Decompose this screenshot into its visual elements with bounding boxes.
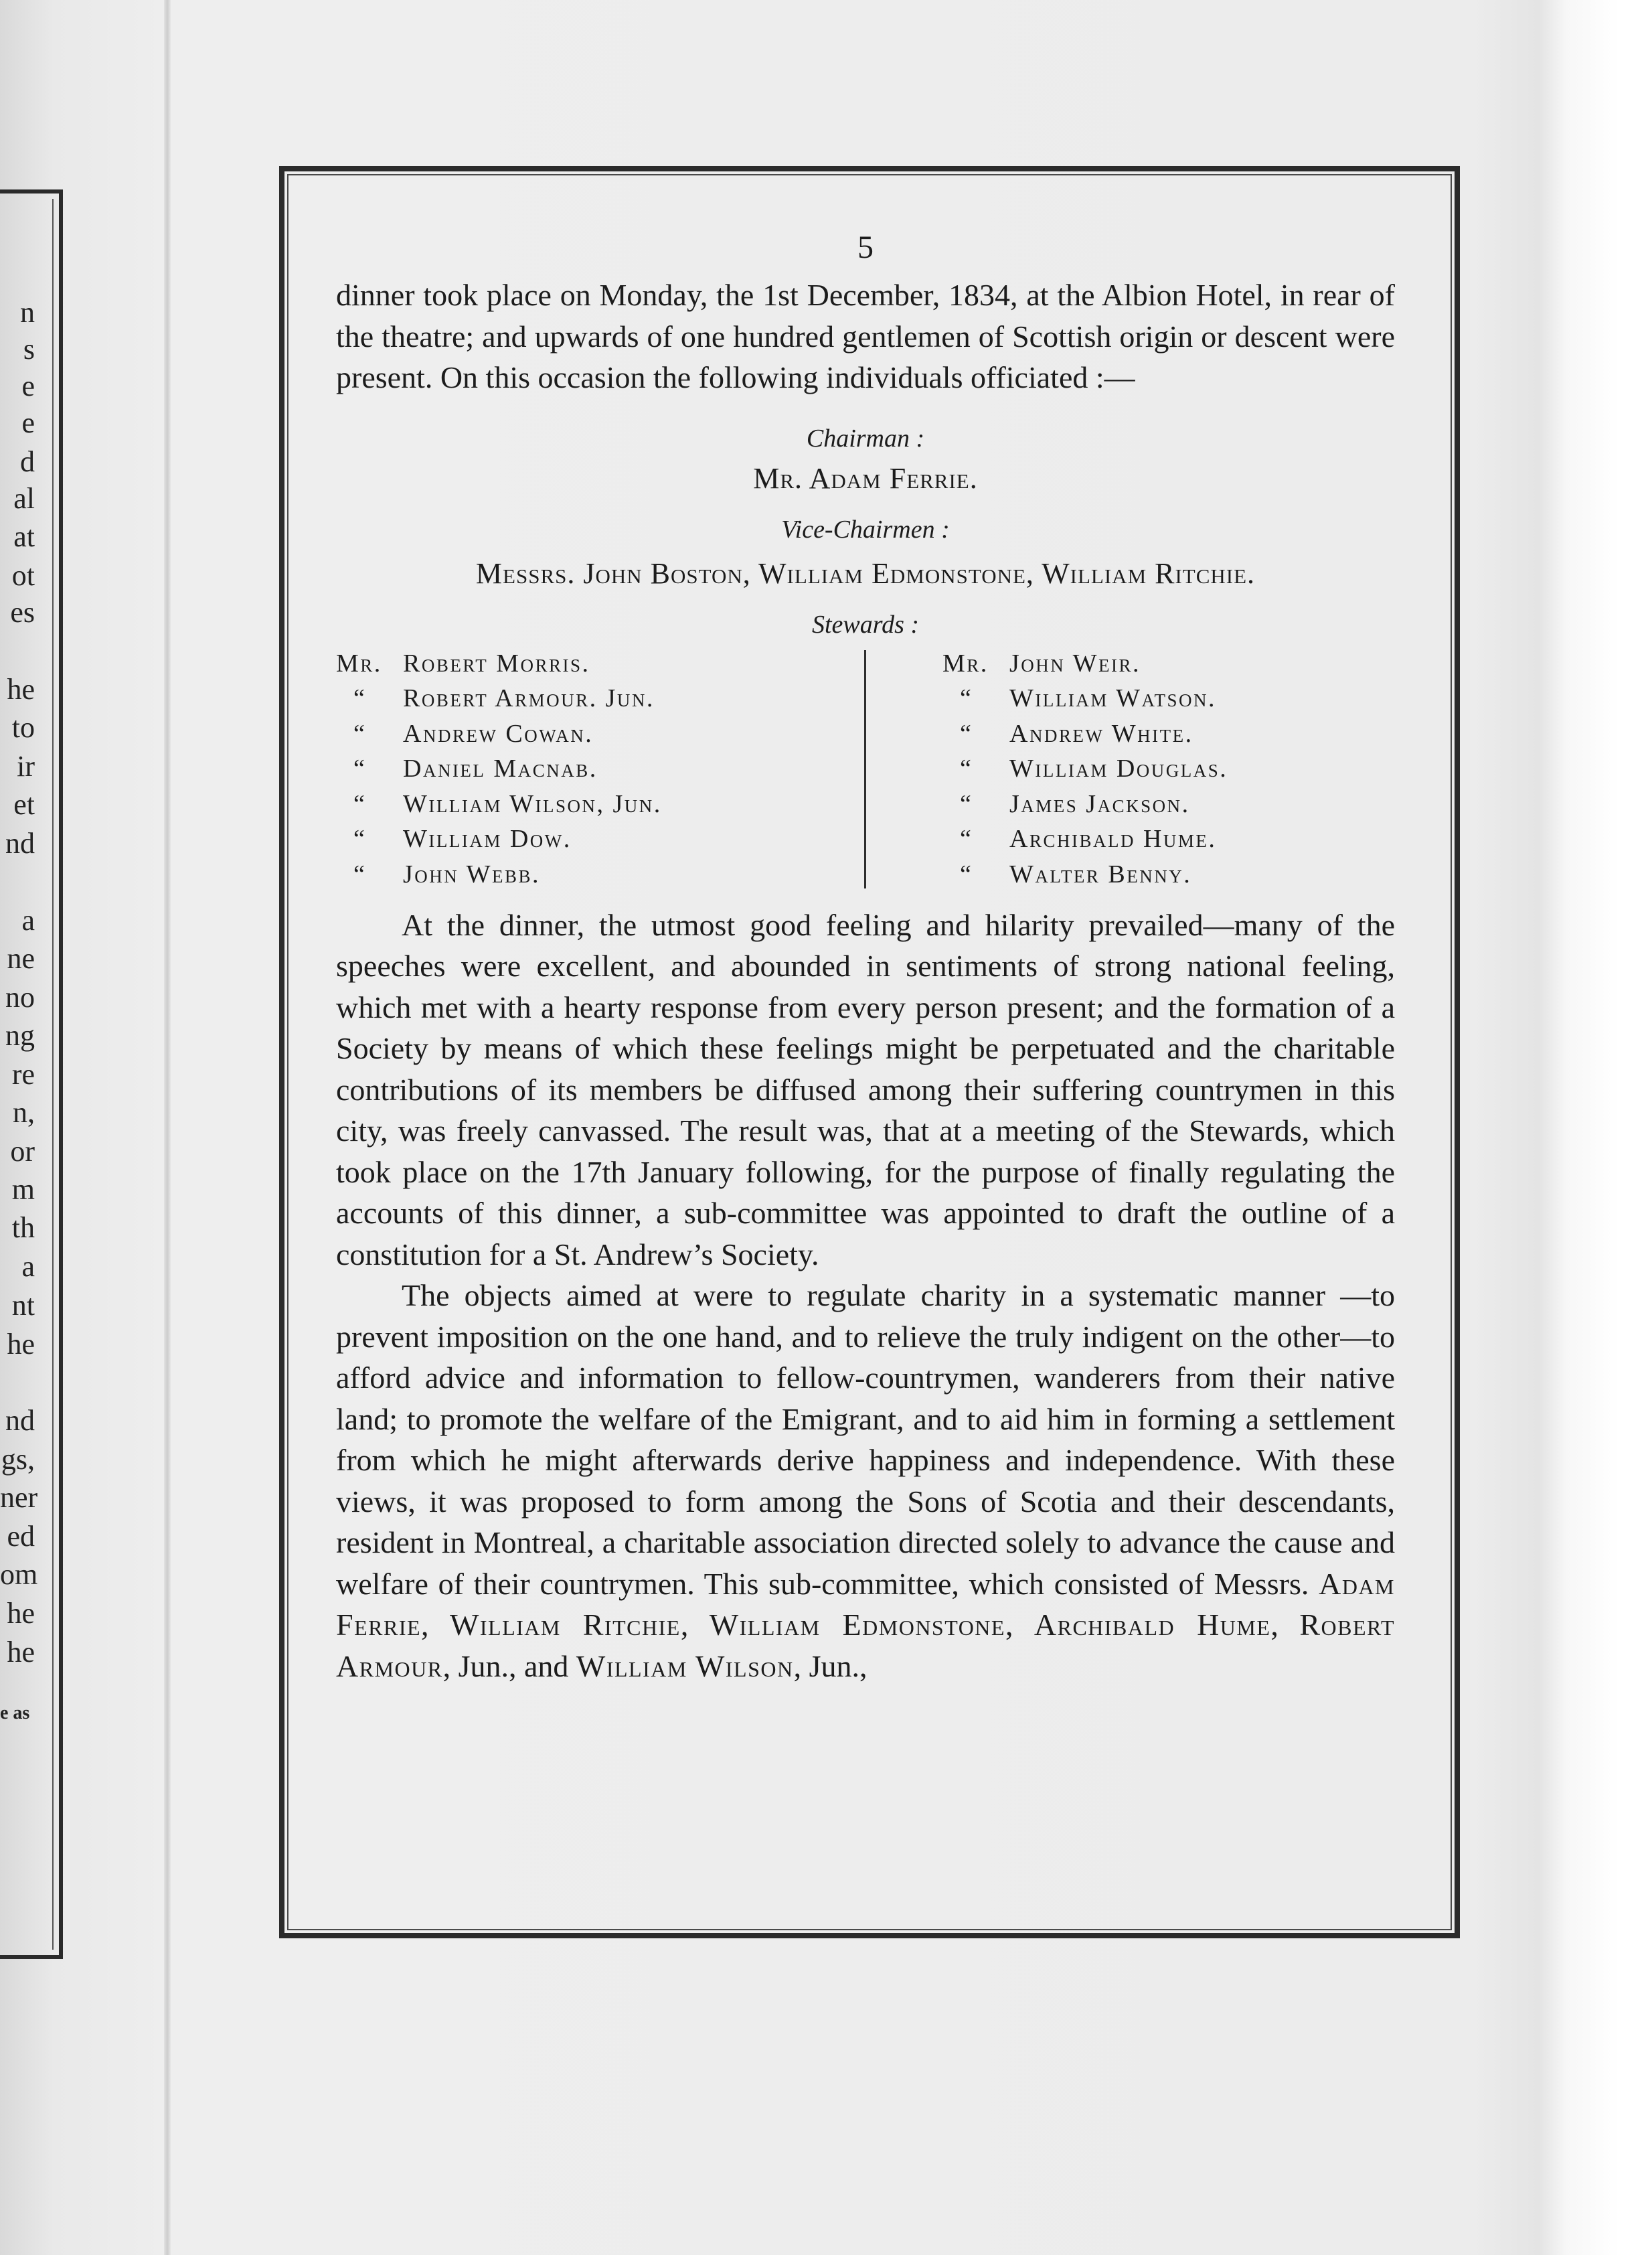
ditto-mark: “ [353,825,367,854]
steward-row-left [336,681,858,716]
vice-chairmen-names: Messrs. John Boston, William Edmonstone, William Ritchie. [475,556,1256,590]
facing-page-fragment: no [5,981,35,1014]
steward-row-left [336,751,858,787]
facing-page-fragment: nd [5,1404,35,1437]
facing-page-fragment: e [21,370,35,402]
committee-member-name: William Ritchie [449,1608,681,1642]
steward-row-right [942,787,1371,822]
vice-chairmen-heading: Vice-Chairmen : [781,515,950,544]
ditto-mark: “ [353,684,367,713]
stewards-column-divider [864,650,866,888]
ditto-mark: “ [960,684,973,713]
steward-title: Mr. [336,649,382,678]
intro-paragraph: dinner took place on Monday, the 1st December, 1834, at the Albion Hotel, in rear of the theatre; and upwards of one hundred gentlemen of Scottish origin or descent were present. On this occasion the following individuals officiated :— [336,278,1395,394]
chairman-name: Mr. Adam Ferrie. [753,461,978,495]
facing-page-fragment: ng [5,1019,35,1052]
steward-row-right [942,857,1371,892]
committee-separator: , Jun., [793,1648,868,1683]
facing-page-fragment: al [13,482,35,515]
committee-separator: , Jun., and [442,1648,576,1683]
ditto-mark: “ [960,789,973,818]
stewards-right-column [942,646,1371,892]
facing-page-fragment: a [21,1250,35,1283]
steward-name: Walter Benny. [1009,860,1192,889]
objects-paragraph [336,1275,1395,1687]
facing-page-fragment: ner [0,1481,38,1514]
steward-name: William Watson. [1009,684,1217,713]
steward-name: William Dow. [403,825,572,854]
committee-member-name: Adam Ferrie [336,1566,1396,1642]
facing-page-fragment: gs, [1,1443,35,1476]
facing-page-fragment: he [7,1597,35,1630]
steward-name: John Webb. [403,860,540,889]
steward-name: Archibald Hume. [1009,825,1217,854]
committee-separator: , [1005,1608,1034,1642]
ditto-mark: “ [960,825,973,854]
steward-name: Andrew Cowan. [403,719,594,748]
book-gutter-shadow [164,0,171,2255]
facing-page-fragment: s [23,333,35,366]
page-number: 5 [857,230,874,265]
facing-page-fragment: or [10,1135,35,1168]
steward-row-right [942,646,1371,682]
facing-page-fragment: he [7,1328,35,1360]
steward-row-right [942,681,1371,716]
steward-name: Daniel Macnab. [403,755,598,783]
ditto-mark: “ [353,789,367,818]
committee-separator: , [1270,1608,1300,1642]
facing-page-fragment: nd [5,827,35,860]
facing-page-fragment: om [0,1558,38,1591]
steward-name: Andrew White. [1009,719,1193,748]
facing-page-fragment: re [11,1058,35,1091]
dinner-paragraph: At the dinner, the utmost good feeling and hilarity prevailed—many of the speeches were excellent, and abounded in sentiments of strong national feeling, which met with a hearty response from every person present; and the formation of a Society by means of which these feelings might be perpetuated and the charitable contributions of its members be diffused among their suffering countrymen in this city, was freely canvassed. The result was, that at a meeting of the Stewards, which took place on the 17th January following, for the purpose of finally regulating the accounts of this dinner, a sub-committee was appointed to draft the outline of a constitution for a St. Andrew’s Society. [336,907,1395,1271]
steward-row-left [336,716,858,752]
facing-page-fragment: m [11,1173,35,1206]
facing-page-fragment: th [11,1211,35,1244]
ditto-mark: “ [353,860,367,889]
facing-page-fragment: at [13,520,35,553]
steward-name: James Jackson. [1009,789,1190,818]
stewards-heading: Stewards : [811,610,920,639]
steward-row-right [942,751,1371,787]
objects-paragraph-text: The objects aimed at were to regulate charity in a systematic manner —to prevent imposition on the one hand, and to relieve the truly indigent on the other—to afford advice and information to fellow-countrymen, wanderers from their native land; to promote the welfare of the Emigrant, and to aid him in forming a settlement from which he might afterwards derive happiness and independence. With these views, it was proposed to form among the Sons of Scotia and their descendants, resident in Montreal, a charitable association directed solely to advance the cause and welfare of their countrymen. This sub-committee, which consisted of Messrs. [336,1278,1395,1601]
facing-page-fragment: e [21,406,35,439]
facing-page-fragment: nt [11,1289,35,1322]
facing-page-fragment: ed [7,1520,35,1553]
steward-name: Robert Armour. Jun. [403,684,655,713]
steward-name: John Weir. [1009,649,1141,678]
facing-page-fragment: ne [7,942,35,975]
facing-page-fragment: et [13,788,35,821]
facing-page-fragment: es [10,596,35,629]
facing-page-fragment: ot [11,559,35,592]
committee-separator: , [680,1608,710,1642]
steward-name: Robert Morris. [403,649,590,678]
committee-member-name: Archibald Hume [1034,1608,1271,1642]
ditto-mark: “ [960,719,973,748]
committee-separator: , [421,1608,450,1642]
steward-row-left [336,646,858,682]
committee-member-name: Robert Armour [336,1608,1395,1683]
facing-page-fragment: n [20,296,35,329]
facing-page-fragment: he [7,673,35,706]
ditto-mark: “ [960,860,973,889]
committee-member-name: William Edmonstone [709,1608,1005,1642]
facing-page-fragment: to [11,711,35,744]
facing-page-fragment: e as [0,1703,30,1723]
facing-page-fragment: ir [17,750,35,783]
ditto-mark: “ [353,719,367,748]
facing-page-fragment: he [7,1636,35,1668]
steward-name: William Douglas. [1009,755,1228,783]
steward-row-left [336,822,858,857]
stewards-list [336,646,1395,888]
steward-row-left [336,787,858,822]
steward-row-right [942,716,1371,752]
steward-name: William Wilson, Jun. [403,789,662,818]
committee-member-name: William Wilson [576,1648,794,1683]
facing-page-fragment: n, [13,1096,35,1129]
chairman-heading: Chairman : [806,424,925,453]
ditto-mark: “ [353,755,367,783]
ditto-mark: “ [960,755,973,783]
steward-title: Mr. [942,649,989,678]
facing-page-fragment: d [20,445,35,478]
steward-row-left [336,857,858,892]
facing-page-fragment: a [21,904,35,937]
stewards-left-column [336,646,858,892]
steward-row-right [942,822,1371,857]
page-content [336,228,1395,1687]
